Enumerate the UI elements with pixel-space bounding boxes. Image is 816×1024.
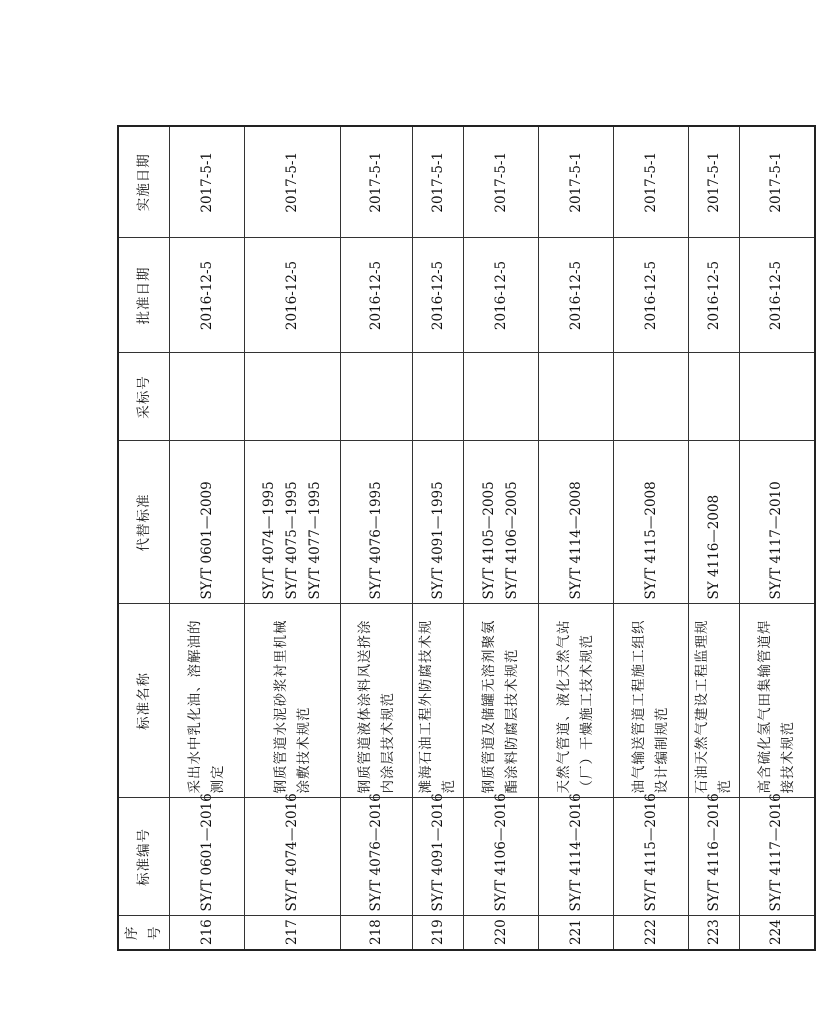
cell-seq: 224 [740,916,815,950]
header-seq: 序号 [118,916,170,950]
table-body [170,126,815,950]
cell-name: 高含硫化氢气田集输管道焊接技术规范 [740,604,815,798]
replaced-standard: SY/T 4115—2008 [642,481,659,600]
rotated-table-wrapper [117,127,796,951]
cell-name: 采出水中乳化油、溶解油的测定 [170,604,245,798]
cell-approval-date: 2016-12-5 [689,238,740,353]
table-row [689,126,740,950]
cell-effective-date: 2017-5-1 [740,126,815,238]
cell-replaces [689,441,740,604]
cell-seq: 222 [614,916,689,950]
cell-approval-date: 2016-12-5 [614,238,689,353]
cell-name: 天然气管道、液化天然气站（厂）干燥施工技术规范 [539,604,614,798]
replaced-standard: SY/T 4106—2005 [504,481,520,600]
cell-name: 钢质管道及储罐无溶剂聚氨酯涂料防腐层技术规范 [464,604,539,798]
cell-code: SY/T 4114—2016 [539,798,614,916]
cell-effective-date: 2017-5-1 [245,126,341,238]
cell-replaces [170,441,245,604]
table-row [539,126,614,950]
replaced-standard: SY/T 4105—2005 [481,481,497,600]
cell-seq: 223 [689,916,740,950]
cell-replaces [245,441,341,604]
header-row [118,126,170,950]
standards-table [117,125,816,951]
cell-replaces [614,441,689,604]
cell-approval-date: 2016-12-5 [170,238,245,353]
cell-code: SY/T 4106—2016 [464,798,539,916]
cell-approval-date: 2016-12-5 [539,238,614,353]
table-row [170,126,245,950]
cell-approval-date: 2016-12-5 [413,238,464,353]
cell-effective-date: 2017-5-1 [170,126,245,238]
cell-code: SY/T 4076—2016 [341,798,413,916]
cell-effective-date: 2017-5-1 [413,126,464,238]
cell-replaces [341,441,413,604]
table-row [341,126,413,950]
table-header [118,126,170,950]
cell-seq: 217 [245,916,341,950]
cell-name: 钢质管道水泥砂浆衬里机械涂敷技术规范 [245,604,341,798]
cell-code: SY/T 4074—2016 [245,798,341,916]
cell-approval-date: 2016-12-5 [341,238,413,353]
cell-effective-date: 2017-5-1 [341,126,413,238]
cell-code: SY/T 4115—2016 [614,798,689,916]
cell-name: 滩海石油工程外防腐技术规范 [413,604,464,798]
cell-replaces [740,441,815,604]
cell-adopted [413,353,464,441]
cell-approval-date: 2016-12-5 [740,238,815,353]
header-effective-date: 实施日期 [118,126,170,238]
replaced-standard: SY/T 4077—1995 [307,481,323,600]
cell-seq: 218 [341,916,413,950]
table-row [464,126,539,950]
cell-code: SY/T 0601—2016 [170,798,245,916]
cell-code: SY/T 4117—2016 [740,798,815,916]
cell-approval-date: 2016-12-5 [245,238,341,353]
cell-seq: 221 [539,916,614,950]
header-code: 标准编号 [118,798,170,916]
replaced-standard: SY 4116—2008 [705,494,722,600]
replaced-standard: SY/T 4114—2008 [567,481,584,600]
cell-adopted [464,353,539,441]
cell-name: 油气输送管道工程施工组织设计编制规范 [614,604,689,798]
cell-adopted [341,353,413,441]
replaced-standard: SY/T 4117—2010 [768,481,785,600]
replaced-standard: SY/T 4076—1995 [368,481,384,600]
cell-adopted [614,353,689,441]
replaced-standard: SY/T 4075—1995 [284,481,300,600]
table-row [614,126,689,950]
header-adopted: 采标号 [118,353,170,441]
cell-adopted [539,353,614,441]
cell-replaces [539,441,614,604]
header-name: 标准名称 [118,604,170,798]
cell-effective-date: 2017-5-1 [689,126,740,238]
cell-replaces [464,441,539,604]
cell-name: 钢质管道液体涂料风送挤涂内涂层技术规范 [341,604,413,798]
cell-adopted [245,353,341,441]
cell-adopted [740,353,815,441]
cell-seq: 220 [464,916,539,950]
cell-effective-date: 2017-5-1 [539,126,614,238]
header-approval-date: 批准日期 [118,238,170,353]
cell-replaces [413,441,464,604]
cell-name: 石油天然气建设工程监理规范 [689,604,740,798]
cell-effective-date: 2017-5-1 [464,126,539,238]
header-replaces: 代替标准 [118,441,170,604]
table-row [413,126,464,950]
cell-seq: 219 [413,916,464,950]
cell-seq: 216 [170,916,245,950]
replaced-standard: SY/T 0601—2009 [198,481,215,600]
replaced-standard: SY/T 4074—1995 [261,481,277,600]
table-row [245,126,341,950]
cell-effective-date: 2017-5-1 [614,126,689,238]
cell-approval-date: 2016-12-5 [464,238,539,353]
replaced-standard: SY/T 4091—1995 [429,481,446,600]
cell-adopted [170,353,245,441]
cell-code: SY/T 4091—2016 [413,798,464,916]
cell-code: SY/T 4116—2016 [689,798,740,916]
table-row [740,126,815,950]
cell-adopted [689,353,740,441]
